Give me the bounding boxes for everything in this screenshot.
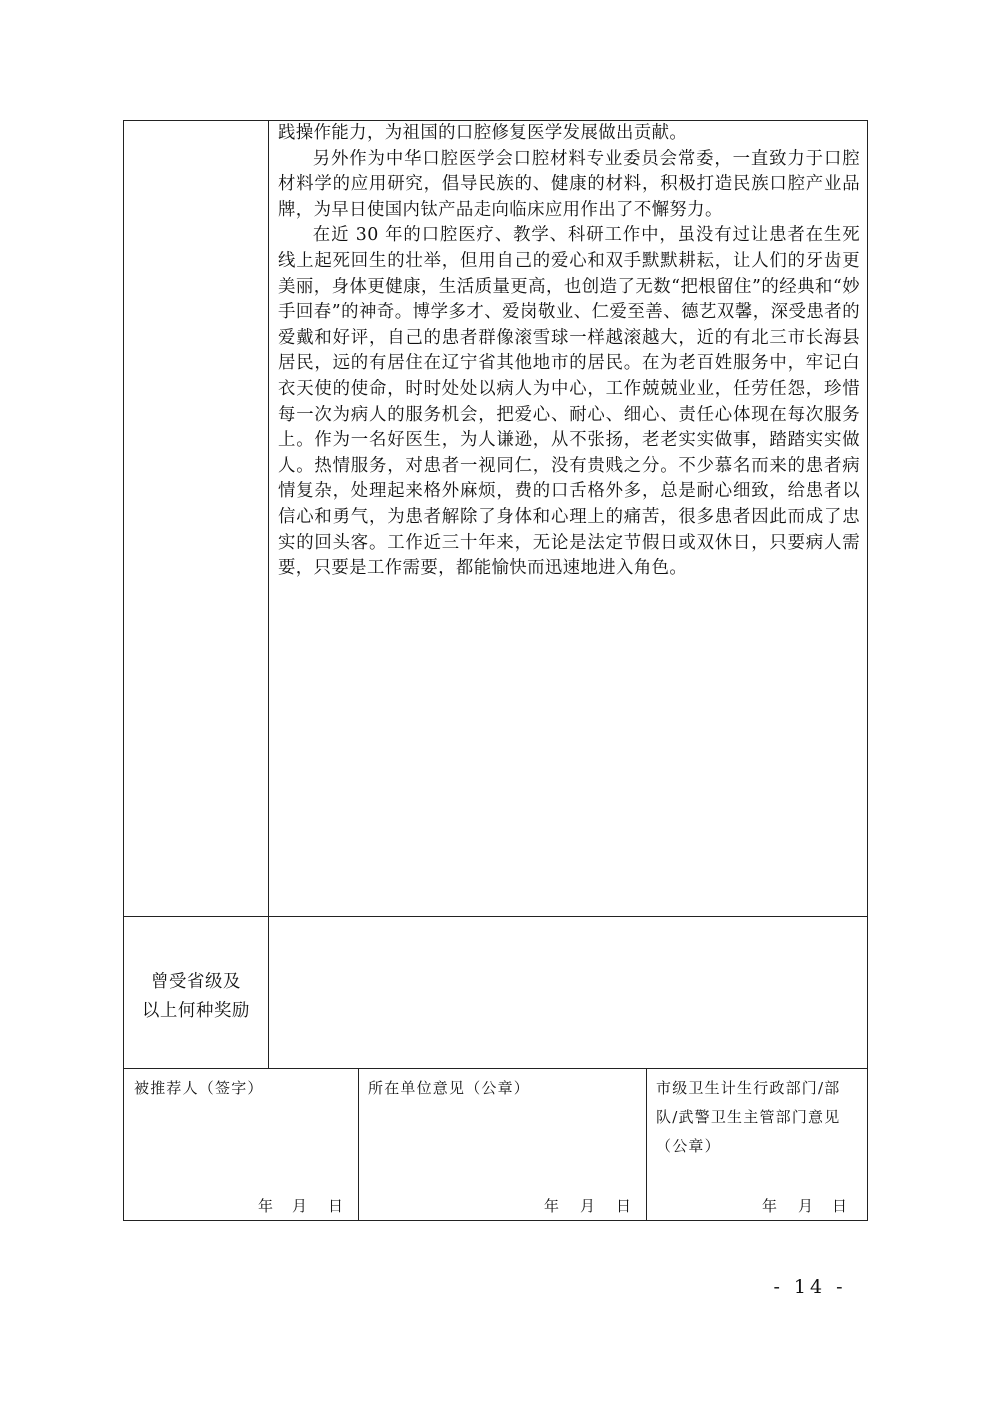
nominee-year: 年 — [258, 1197, 274, 1215]
unit-day: 日 — [616, 1197, 632, 1215]
nominee-month: 月 — [292, 1197, 308, 1215]
signature-divider-2 — [646, 1068, 647, 1221]
paragraph-materials: 另外作为中华口腔医学会口腔材料专业委员会常委，一直致力于口腔材料学的应用研究，倡导民族的、健康的材料，积极打造民族口腔产业品牌，为早日使国内钛产品走向临床应用作出了不懈努力。 — [278, 148, 860, 220]
city-label-line-3: （公章） — [656, 1137, 721, 1155]
awards-label — [124, 968, 268, 1026]
paragraph-continuation: 践操作能力，为祖国的口腔修复医学发展做出贡献。 — [278, 123, 688, 143]
awards-label-line-1: 曾受省级及 — [151, 972, 241, 992]
awards-value — [278, 930, 858, 1060]
city-dept-opinion-label — [656, 1074, 840, 1161]
city-label-line-1: 市级卫生计生行政部门/部 — [656, 1079, 841, 1097]
signature-divider-1 — [358, 1068, 359, 1221]
awards-label-line-2: 以上何种奖励 — [142, 1001, 250, 1021]
unit-opinion-label: 所在单位意见（公章） — [368, 1079, 531, 1097]
form-row-divider — [123, 916, 868, 917]
unit-date — [544, 1196, 631, 1216]
deeds-description — [278, 121, 860, 582]
unit-year: 年 — [544, 1197, 560, 1215]
paragraph-career: 在近 30 年的口腔医疗、教学、科研工作中，虽没有过让患者在生死线上起死回生的壮举，但用自己的爱心和双手默默耕耘，让人们的牙齿更美丽，身体更健康，生活质量更高，也创造了无数“把根留住”的经典和“妙手回春”的神奇。博学多才、爱岗敬业、仁爱至善、德艺双馨，深受患者的爱戴和好评，自己的患者群像滚雪球一样越滚越大，近的有北三市长海县居民，远的有居住在辽宁省其他地市的居民。在为老百姓服务中，牢记白衣天使的使命，时时处处以病人为中心，工作兢兢业业，任劳任怨，珍惜每一次为病人的服务机会，把爱心、耐心、细心、责任心体现在每次服务上。作为一名好医生，为人谦逊，从不张扬，老老实实做事，踏踏实实做人。热情服务，对患者一视同仁，没有贵贱之分。不少慕名而来的患者病情复杂，处理起来格外麻烦，费的口舌格外多，总是耐心细致，给患者以信心和勇气，为患者解除了身体和心理上的痛苦，很多患者因此而成了忠实的回头客。工作近三十年来，无论是法定节假日或双休日，只要病人需要，只要是工作需要，都能愉快而迅速地进入角色。 — [278, 225, 860, 579]
nominee-day: 日 — [328, 1197, 344, 1215]
city-year: 年 — [762, 1197, 778, 1215]
nominee-date — [258, 1196, 343, 1216]
nominee-signature-label: 被推荐人（签字） — [134, 1079, 264, 1097]
page-number: - 14 - — [773, 1276, 847, 1298]
unit-month: 月 — [580, 1197, 596, 1215]
city-date — [762, 1196, 847, 1216]
city-month: 月 — [798, 1197, 814, 1215]
city-label-line-2: 队/武警卫生主管部门意见 — [656, 1108, 841, 1126]
form-column-divider — [268, 120, 269, 1069]
city-day: 日 — [832, 1197, 848, 1215]
